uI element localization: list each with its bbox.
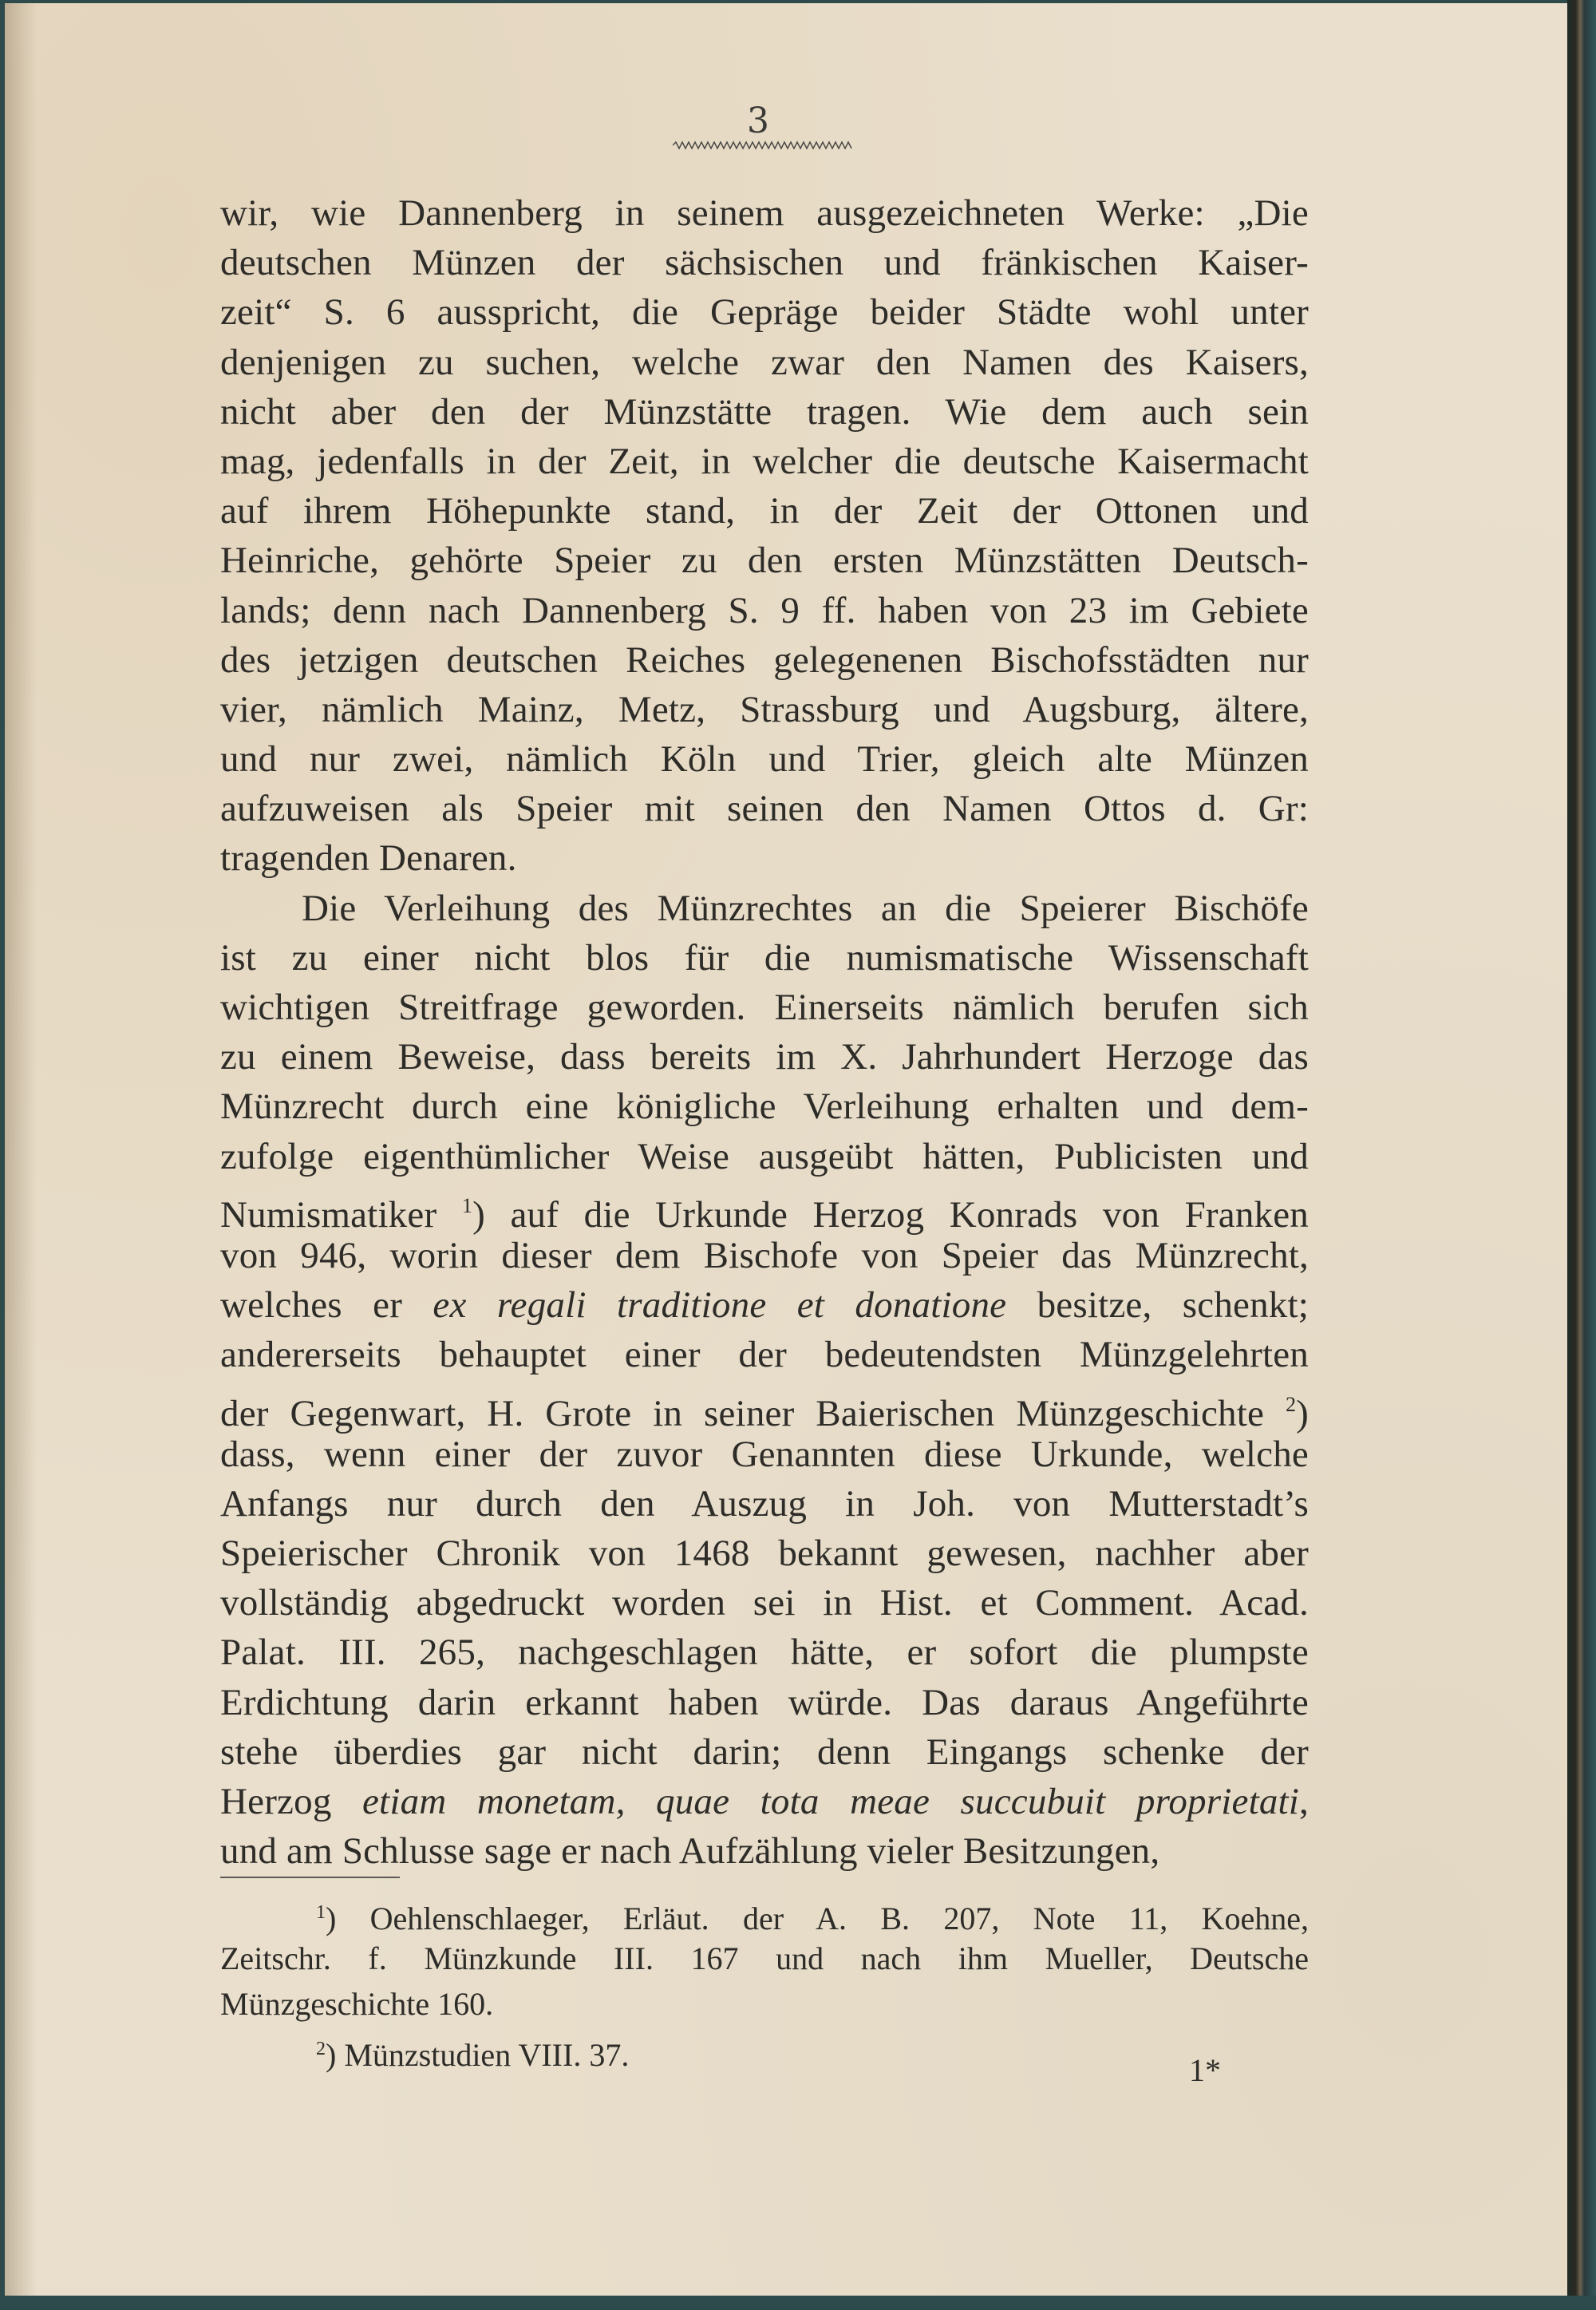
text-line: lands; denn nach Dannenberg S. 9 ff. haben von 23 im Gebiete — [220, 589, 1309, 631]
text-line: auf ihrem Höhepunkte stand, in der Zeit der Ottonen und — [220, 490, 1309, 532]
text-line: andererseits behauptet einer der bedeutendsten Münzgelehrten — [220, 1334, 1309, 1376]
text-line: wichtigen Streitfrage geworden. Einerseits nämlich berufen sich — [220, 987, 1309, 1028]
text-line: Münzrecht durch eine königliche Verleihung erhalten und dem- — [220, 1086, 1309, 1128]
wavy-ornament-divider — [673, 140, 853, 150]
text-line: denjenigen zu suchen, welche zwar den Namen des Kaisers, — [220, 341, 1309, 383]
text-line: der Gegenwart, H. Grote in seiner Baierischen Münzgeschichte $^2$) — [220, 1392, 1309, 1434]
footnote-line: $^2$) Münzstudien VIII. 37. — [316, 2037, 630, 2073]
text-line: nicht aber den der Münzstätte tragen. Wie dem auch sein — [220, 390, 1309, 433]
text-line: Numismatiker $^1$) auf die Urkunde Herzog Konrads von Franken — [220, 1193, 1309, 1236]
footnote-line: Münzgeschichte 160. — [220, 1986, 494, 2022]
book-binding-edge — [1567, 0, 1596, 2310]
latin-quotation: etiam monetam, quae tota meae succubuit proprietati — [362, 1781, 1300, 1822]
text-line: ist zu einer nicht blos für die numismatische Wissenschaft — [220, 936, 1309, 979]
text-line: zu einem Beweise, dass bereits im X. Jahrhundert Herzoge das — [220, 1036, 1309, 1078]
text-line: Die Verleihung des Münzrechtes an die Speierer Bischöfe — [302, 887, 1309, 929]
footnote-reference: 2 — [1285, 1392, 1297, 1416]
text-line: stehe überdies gar nicht darin; denn Eingangs schenke der — [220, 1731, 1309, 1773]
paragraphs — [220, 188, 1309, 1876]
text-line: deutschen Münzen der sächsischen und fränkischen Kaiser- — [220, 242, 1309, 284]
latin-quotation: ex regali traditione et donatione — [433, 1284, 1007, 1327]
text-line: und am Schlusse sage er nach Aufzählung vieler Besitzungen, — [220, 1830, 1160, 1873]
paragraph — [220, 188, 1309, 884]
text-line: wir, wie Dannenberg in seinem ausgezeichneten Werke: „Die — [220, 192, 1309, 234]
text-line: Speierischer Chronik von 1468 bekannt gewesen, nachher aber — [220, 1533, 1309, 1575]
text-line: Herzog etiam monetam, quae tota meae succubuit proprietati, — [220, 1781, 1309, 1822]
text-line: Palat. III. 265, nachgeschlagen hätte, er sofort die plumpste — [220, 1632, 1309, 1674]
book-cover-bottom-edge — [0, 2296, 1596, 2310]
text-line: Erdichtung darin erkannt haben würde. Das daraus Angeführte — [220, 1681, 1309, 1723]
footnote-separator-rule — [220, 1877, 400, 1878]
text-line: Anfangs nur durch den Auszug in Joh. von Mutterstadt’s — [220, 1482, 1309, 1525]
text-line: von 946, worin dieser dem Bischofe von Speier das Münzrecht, — [220, 1234, 1309, 1276]
footnote-line: $^1$) Oehlenschlaeger, Erläut. der A. B. 207, Note 11, Koehne, — [316, 1901, 1309, 1936]
text-line: dass, wenn einer der zuvor Genannten diese Urkunde, welche — [220, 1433, 1309, 1475]
text-line: vollständig abgedruckt worden sei in Hist. et Comment. Acad. — [220, 1582, 1309, 1624]
signature-mark: 1* — [1189, 2052, 1221, 2088]
text-line: und nur zwei, nämlich Köln und Trier, gleich alte Münzen — [220, 738, 1309, 781]
footnote-reference: 1 — [461, 1193, 473, 1217]
footnotes — [220, 1890, 1309, 2072]
text-line: welches er ex regali traditione et donatione besitze, schenkt; — [220, 1284, 1309, 1327]
footnote — [220, 1890, 1309, 2027]
text-line: mag, jedenfalls in der Zeit, in welcher die deutsche Kaisermacht — [220, 440, 1309, 482]
footnote-line: Zeitschr. f. Münzkunde III. 167 und nach ihm Mueller, Deutsche — [220, 1940, 1309, 1976]
text-line: Heinriche, gehörte Speier zu den ersten Münzstätten Deutsch- — [220, 540, 1309, 582]
page-number: 3 — [747, 101, 769, 141]
text-line: aufzuweisen als Speier mit seinen den Namen Ottos d. Gr: — [220, 788, 1309, 830]
footnote-marker: 2 — [316, 2039, 326, 2059]
gutter-shadow — [5, 3, 37, 2299]
footnote-marker: 1 — [316, 1902, 326, 1923]
footnote — [220, 2027, 1309, 2072]
text-line: tragenden Denaren. — [220, 837, 517, 880]
text-line: des jetzigen deutschen Reiches gelegenenen Bischofsstädten nur — [220, 639, 1309, 681]
text-line: zufolge eigenthümlicher Weise ausgeübt hätten, Publicisten und — [220, 1135, 1309, 1177]
body-text — [220, 188, 1309, 1876]
text-line: vier, nämlich Mainz, Metz, Strassburg und Augsburg, ältere, — [220, 688, 1309, 730]
text-line: zeit“ S. 6 ausspricht, die Gepräge beider Städte wohl unter — [220, 291, 1309, 334]
paragraph — [220, 884, 1309, 1877]
